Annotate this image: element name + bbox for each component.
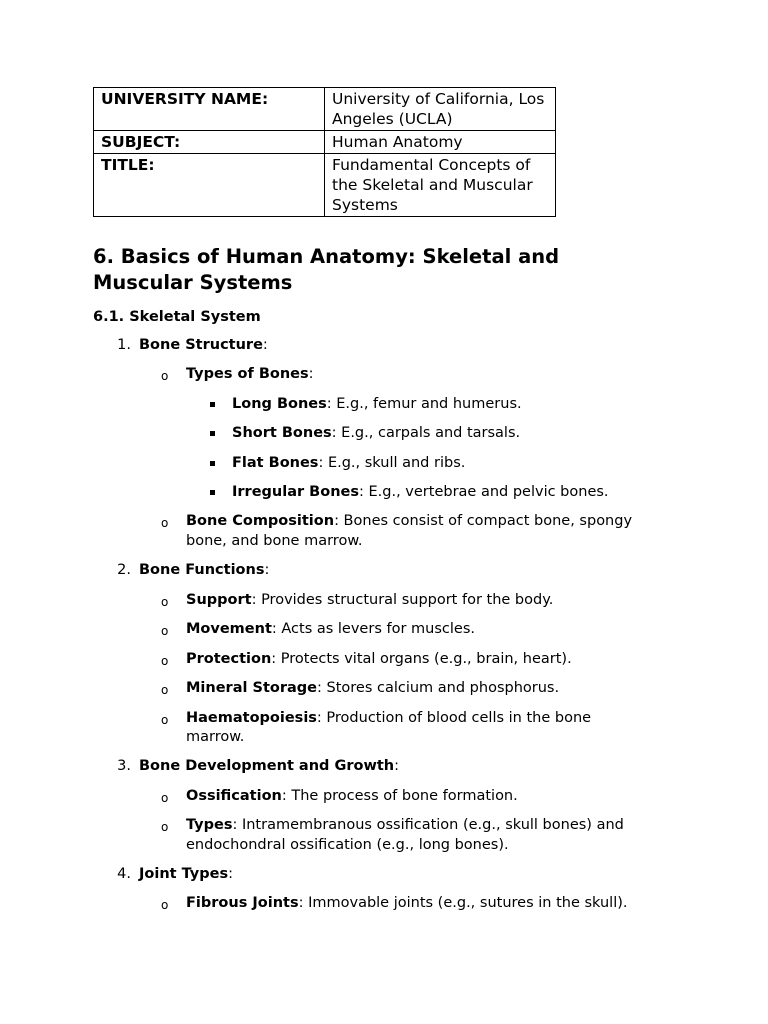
circle-bullet-icon: o [161, 713, 169, 727]
item-title: Short Bones [232, 425, 332, 441]
list-number: 3. [117, 758, 131, 774]
item-text: : Bones consist of compact bone, spongy [334, 513, 633, 529]
list-item [232, 454, 465, 474]
circle-bullet-icon: o [161, 654, 169, 668]
circle-bullet-icon: o [161, 516, 169, 530]
list-item [186, 365, 314, 385]
item-title: Types [186, 817, 233, 833]
circle-bullet-icon: o [161, 820, 169, 834]
list-item [186, 709, 591, 729]
item-colon: : [394, 758, 400, 774]
section-heading: 6. Basics of Human Anatomy: Skeletal and Muscular Systems [93, 245, 560, 294]
list-item [139, 561, 269, 581]
item-text: : Protects vital organs (e.g., brain, heart). [271, 651, 572, 667]
item-colon: : [264, 562, 270, 578]
list-item [232, 395, 522, 415]
list-item [232, 483, 609, 503]
square-bullet-icon [210, 431, 215, 436]
item-title: Support [186, 592, 252, 608]
list-item [186, 816, 624, 836]
list-number: 1. [117, 337, 131, 353]
item-title: Bone Development and Growth [139, 758, 395, 774]
item-title: Flat Bones [232, 455, 319, 471]
subsection-heading: 6.1. Skeletal System [93, 309, 261, 325]
item-title: Bone Functions [139, 562, 265, 578]
item-title: Haematopoiesis [186, 710, 317, 726]
list-item [186, 512, 632, 532]
list-item [186, 591, 553, 611]
circle-bullet-icon: o [161, 791, 169, 805]
item-title: Long Bones [232, 396, 327, 412]
item-text: : E.g., carpals and tarsals. [331, 425, 521, 441]
info-table [93, 87, 556, 217]
table-row [94, 154, 556, 217]
item-text: : E.g., skull and ribs. [318, 455, 466, 471]
item-text: : E.g., vertebrae and pelvic bones. [359, 484, 609, 500]
circle-bullet-icon: o [161, 369, 169, 383]
list-item [186, 620, 475, 640]
item-title: Movement [186, 621, 272, 637]
square-bullet-icon [210, 402, 215, 407]
item-title: Protection [186, 651, 272, 667]
list-item [232, 424, 520, 444]
item-text: : Immovable joints (e.g., sutures in the skull). [298, 895, 628, 911]
item-text: : Intramembranous ossification (e.g., skull bones) and [232, 817, 624, 833]
table-key: TITLE: [94, 154, 325, 217]
list-item [139, 865, 233, 885]
item-text: : Provides structural support for the body. [251, 592, 554, 608]
item-text: : The process of bone formation. [281, 788, 518, 804]
table-key: SUBJECT: [94, 131, 325, 154]
list-item [139, 336, 268, 356]
item-text: : E.g., femur and humerus. [326, 396, 522, 412]
list-item [139, 757, 399, 777]
item-title: Bone Composition [186, 513, 335, 529]
list-number: 2. [117, 562, 131, 578]
item-title: Mineral Storage [186, 680, 317, 696]
table-value: University of California, Los Angeles (UCLA) [325, 88, 556, 131]
square-bullet-icon [210, 461, 215, 466]
square-bullet-icon [210, 490, 215, 495]
list-item [186, 894, 628, 914]
item-text: : Acts as levers for muscles. [271, 621, 475, 637]
table-key: UNIVERSITY NAME: [94, 88, 325, 131]
list-item-continuation: marrow. [186, 729, 245, 745]
table-row [94, 131, 556, 154]
item-title: Irregular Bones [232, 484, 359, 500]
list-number: 4. [117, 866, 131, 882]
circle-bullet-icon: o [161, 624, 169, 638]
item-colon: : [228, 866, 233, 882]
item-title: Fibrous Joints [186, 895, 299, 911]
list-item [186, 787, 518, 807]
circle-bullet-icon: o [161, 898, 169, 912]
table-row [94, 88, 556, 131]
list-item-continuation: bone, and bone marrow. [186, 533, 363, 549]
item-text: : Stores calcium and phosphorus. [317, 680, 560, 696]
table-value: Fundamental Concepts of the Skeletal and Muscular Systems [325, 154, 556, 217]
list-item [186, 679, 559, 699]
item-text: : Production of blood cells in the bone [316, 710, 592, 726]
item-colon: : [262, 337, 268, 353]
item-title: Bone Structure [139, 337, 263, 353]
circle-bullet-icon: o [161, 683, 169, 697]
circle-bullet-icon: o [161, 595, 169, 609]
list-item-continuation: endochondral ossification (e.g., long bones). [186, 837, 509, 853]
item-title: Types of Bones [186, 366, 309, 382]
item-title: Ossification [186, 788, 282, 804]
list-item [186, 650, 572, 670]
item-colon: : [308, 366, 314, 382]
table-value: Human Anatomy [325, 131, 556, 154]
item-title: Joint Types [139, 866, 229, 882]
